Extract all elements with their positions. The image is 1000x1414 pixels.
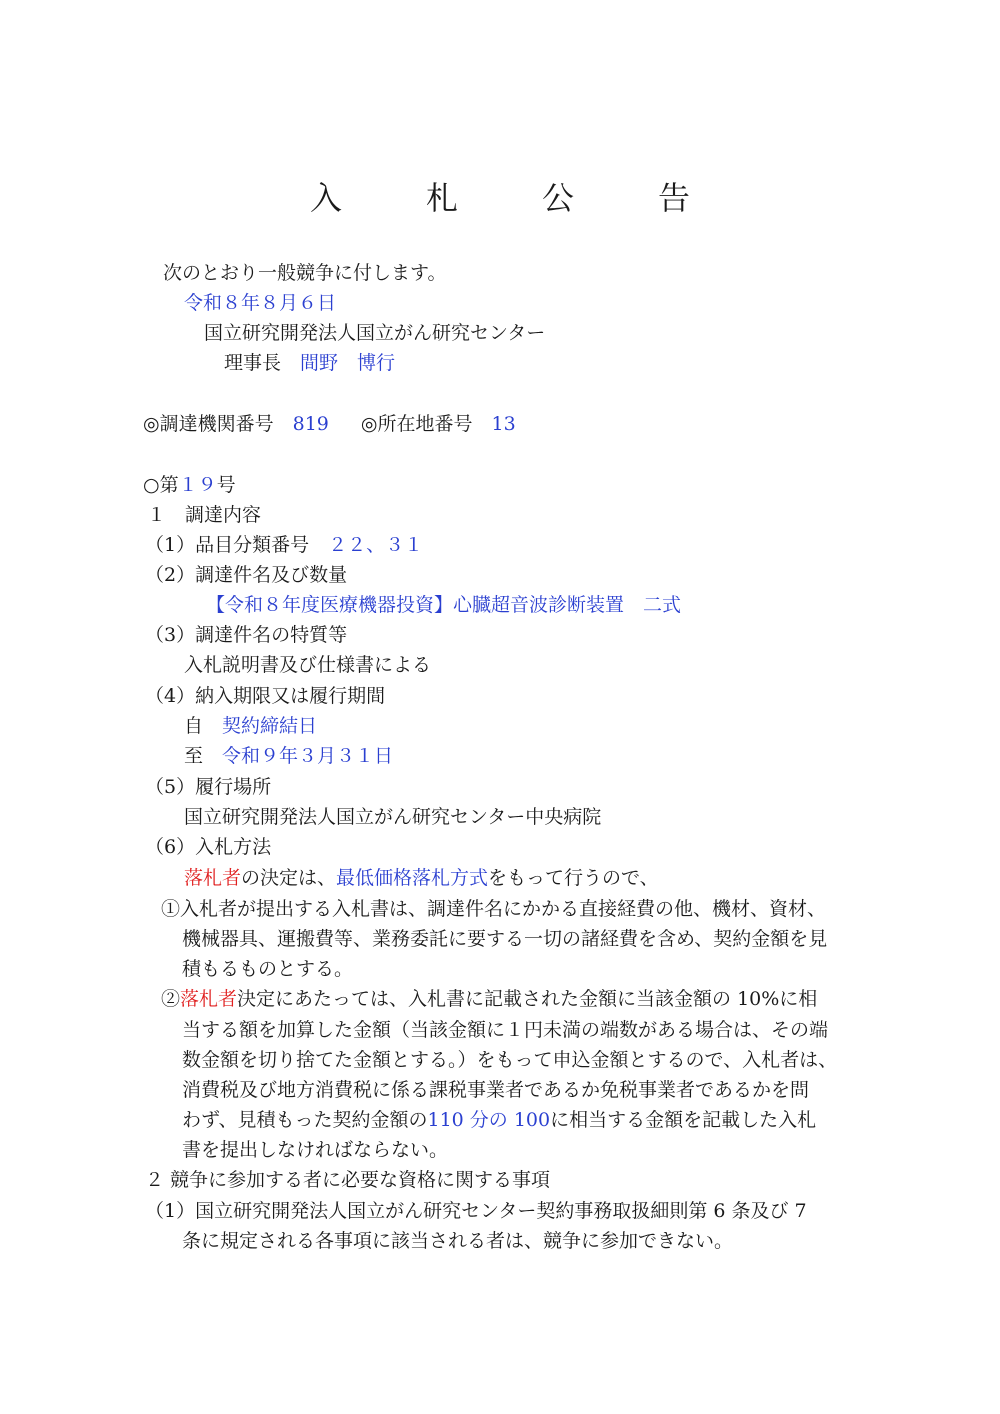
delivery-period-label: （4）納入期限又は履行期間 <box>145 685 386 707</box>
item-number: １９ <box>178 474 217 496</box>
lowest-price-method: 最低価格落札方式 <box>336 867 489 889</box>
president-name: 間野 博行 <box>300 352 396 374</box>
location-number: 13 <box>491 413 516 435</box>
procurement-name-value: 【令和８年度医療機器投資】心臓超音波診断装置 二式 <box>206 594 682 616</box>
section-2-heading: ２ 競争に参加する者に必要な資格に関する事項 <box>145 1169 551 1191</box>
notice-date: 令和８年８月６日 <box>184 292 337 314</box>
classification-label: （1）品目分類番号 <box>145 534 310 556</box>
place-label: （5）履行場所 <box>145 776 272 798</box>
classification-line <box>145 533 423 557</box>
president-title: 理事長 <box>224 352 282 374</box>
winning-bidder-text: 落札者 <box>184 867 242 889</box>
point-2-text: に相当する金額を記載した入札 <box>550 1109 817 1131</box>
agency-number-line <box>143 412 516 436</box>
president-line <box>224 351 395 375</box>
bidding-method-text: をもって行うので、 <box>488 867 659 889</box>
intro-text: 次のとおり一般競争に付します。 <box>163 262 447 284</box>
method-point-2-line <box>161 987 817 1011</box>
location-number-label: ◎所在地番号 <box>360 413 473 435</box>
point-2-text: 決定にあたっては、入札書に記載された金額に当該金額の 10%に相 <box>237 988 818 1010</box>
delivery-from-line <box>184 714 317 738</box>
qualification-line: （1）国立研究開発法人国立がん研究センター契約事務取扱細則第 6 条及び 7 <box>145 1200 807 1222</box>
agency-number-label: ◎調達機関番号 <box>143 413 274 435</box>
section-1-heading: １ 調達内容 <box>147 504 262 526</box>
method-point-2-line: 消費税及び地方消費税に係る課税事業者であるか免税事業者であるかを問 <box>182 1079 810 1101</box>
method-point-1-line: 機械器具、運搬費等、業務委託に要する一切の諸経費を含め、契約金額を見 <box>182 928 828 950</box>
item-number-prefix: ○第 <box>143 474 179 496</box>
organization-name: 国立研究開発法人国立がん研究センター <box>204 322 546 344</box>
method-point-1-line: ①入札者が提出する入札書は、調達件名にかかる直接経費の他、機材、資材、 <box>161 898 827 920</box>
method-point-2-line: 数金額を切り捨てた金額とする。）をもって申込金額とするので、入札者は、 <box>182 1049 838 1071</box>
place-value: 国立研究開発法人国立がん研究センター中央病院 <box>184 806 602 828</box>
title-char: 公 <box>542 179 575 217</box>
delivery-to-label: 至 <box>184 745 204 767</box>
method-point-1-line: 積もるものとする。 <box>182 958 354 980</box>
classification-value: ２２、３１ <box>328 534 424 556</box>
method-point-2-line: 書を提出しなければならない。 <box>182 1139 449 1161</box>
delivery-to-value: 令和９年３月３１日 <box>222 745 394 767</box>
point-2-mark: ② <box>161 988 181 1010</box>
page-title <box>0 178 1000 218</box>
delivery-to-line <box>184 744 393 768</box>
point-2-text: わず、見積もった契約金額の <box>182 1109 428 1131</box>
title-char: 入 <box>309 179 342 217</box>
qualification-line: 条に規定される各事項に該当される者は、競争に参加できない。 <box>182 1230 734 1252</box>
title-char: 告 <box>658 179 691 217</box>
delivery-from-value: 契約締結日 <box>222 715 318 737</box>
item-number-line <box>143 473 236 497</box>
winning-bidder-text: 落札者 <box>180 988 238 1010</box>
delivery-from-label: 自 <box>184 715 204 737</box>
procurement-name-label: （2）調達件名及び数量 <box>145 564 348 586</box>
title-char: 札 <box>425 179 458 217</box>
bidding-method-line <box>184 866 659 890</box>
characteristics-label: （3）調達件名の特質等 <box>145 624 348 646</box>
agency-number: 819 <box>292 413 329 435</box>
characteristics-value: 入札説明書及び仕様書による <box>184 654 432 676</box>
ratio-text: 110 分の 100 <box>427 1109 551 1131</box>
bidding-method-text: の決定は、 <box>241 867 337 889</box>
item-number-suffix: 号 <box>216 474 236 496</box>
method-point-2-line: 当する額を加算した金額（当該金額に１円未満の端数がある場合は、その端 <box>182 1019 829 1041</box>
bidding-method-label: （6）入札方法 <box>145 836 272 858</box>
method-point-2-line <box>182 1108 816 1132</box>
